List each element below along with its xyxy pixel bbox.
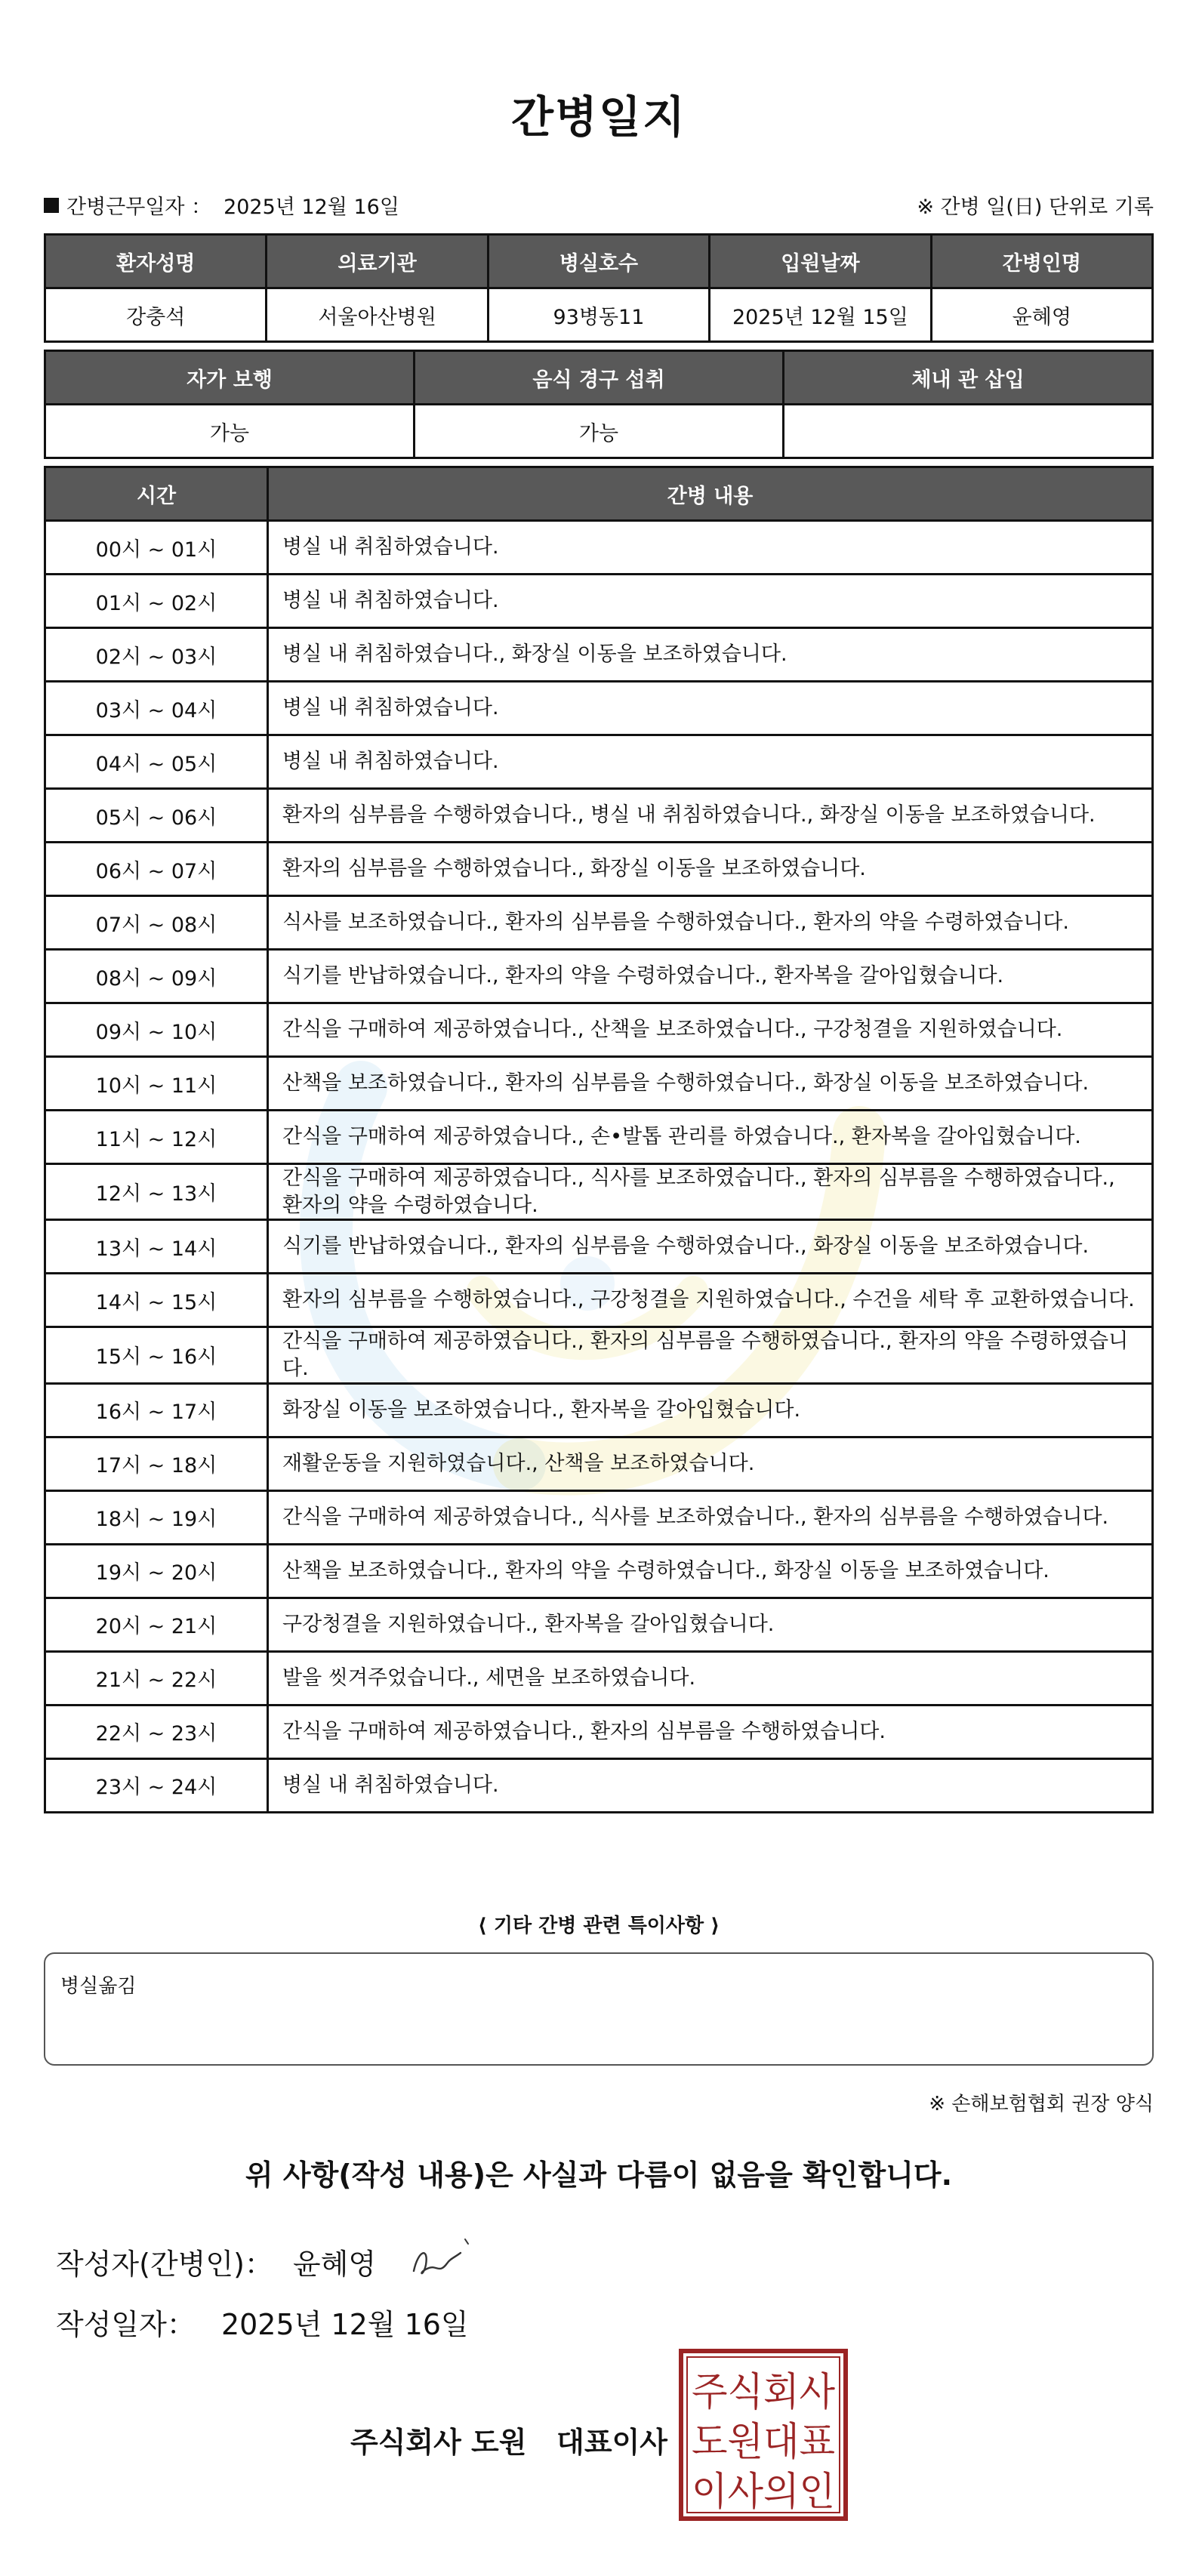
company-representative: 주식회사 도원 대표이사 [350, 2426, 667, 2459]
svg-text:도원대표: 도원대표 [692, 2420, 835, 2465]
care-log-content: 화장실 이동을 보조하였습니다., 환자복을 갈아입혔습니다. [268, 1383, 1153, 1437]
header-oral-intake: 음식 경구 섭취 [415, 351, 784, 405]
written-date-label: 작성일자： [56, 2308, 196, 2341]
care-log-time: 16시 ~ 17시 [45, 1383, 268, 1437]
care-log-time: 22시 ~ 23시 [45, 1705, 268, 1758]
care-log-row [45, 521, 1153, 575]
care-log-header-row [45, 467, 1153, 521]
care-log-time: 10시 ~ 11시 [45, 1057, 268, 1111]
care-log-row [45, 1164, 1153, 1220]
care-log-content: 병실 내 취침하였습니다. [268, 682, 1153, 735]
care-log-row [45, 1057, 1153, 1111]
patient-info-header-row [45, 235, 1153, 288]
square-bullet-icon [44, 198, 59, 213]
care-log-time: 04시 ~ 05시 [45, 735, 268, 789]
confirmation-statement: 위 사항(작성 내용)은 사실과 다름이 없음을 확인합니다. [245, 2158, 953, 2192]
work-date-value: 2025년 12월 16일 [223, 196, 399, 219]
care-log-time: 07시 ~ 08시 [45, 896, 268, 950]
care-log-time: 09시 ~ 10시 [45, 1003, 268, 1057]
care-log-time: 01시 ~ 02시 [45, 575, 268, 628]
header-hospital: 의료기관 [267, 235, 488, 288]
care-log-content: 간식을 구매하여 제공하였습니다., 식사를 보조하였습니다., 환자의 심부름을 수행하였습니다., 환자의 약을 수령하였습니다. [268, 1164, 1153, 1220]
care-log-content: 병실 내 취침하였습니다. [268, 521, 1153, 575]
care-log-body [45, 521, 1153, 1813]
care-log-row [45, 1111, 1153, 1164]
care-log-content: 구강청결을 지원하였습니다., 환자복을 갈아입혔습니다. [268, 1598, 1153, 1651]
care-log-row [45, 1383, 1153, 1437]
header-time: 시간 [45, 467, 268, 521]
care-log-row [45, 682, 1153, 735]
care-log-content: 병실 내 취침하였습니다., 화장실 이동을 보조하였습니다. [268, 628, 1153, 682]
care-log-time: 19시 ~ 20시 [45, 1544, 268, 1598]
care-log-time: 14시 ~ 15시 [45, 1274, 268, 1327]
writer-row [56, 2235, 470, 2288]
care-log-row [45, 1490, 1153, 1544]
care-log-content: 환자의 심부름을 수행하였습니다., 화장실 이동을 보조하였습니다. [268, 843, 1153, 896]
care-log-time: 02시 ~ 03시 [45, 628, 268, 682]
page-title: 간병일지 [510, 91, 687, 143]
care-log-row [45, 843, 1153, 896]
admission-date: 2025년 12월 15일 [710, 288, 931, 342]
status-value-row [45, 405, 1153, 458]
work-date-label: 간병근무일자 ： [66, 196, 212, 219]
patient-name: 강충석 [45, 288, 267, 342]
care-log-row [45, 735, 1153, 789]
care-log-row [45, 950, 1153, 1003]
care-log-row [45, 1437, 1153, 1490]
care-log-time: 21시 ~ 22시 [45, 1651, 268, 1705]
care-log-row [45, 1544, 1153, 1598]
written-date-row [56, 2301, 469, 2343]
signature-icon [406, 2235, 470, 2288]
caregiver-name: 윤혜영 [931, 288, 1152, 342]
care-log-time: 05시 ~ 06시 [45, 789, 268, 843]
care-log-time: 03시 ~ 04시 [45, 682, 268, 735]
header-admission-date: 입원날짜 [710, 235, 931, 288]
patient-status-table [44, 350, 1154, 459]
header-tube-insertion: 체내 관 삽입 [784, 351, 1153, 405]
care-log-table [44, 466, 1154, 1813]
care-log-content: 환자의 심부름을 수행하였습니다., 병실 내 취침하였습니다., 화장실 이동을 보조하였습니다. [268, 789, 1153, 843]
special-notes-text: 병실옮김 [60, 1975, 137, 1998]
care-log-content: 산책을 보조하였습니다., 환자의 심부름을 수행하였습니다., 화장실 이동을 보조하였습니다. [268, 1057, 1153, 1111]
care-log-content: 재활운동을 지원하였습니다., 산책을 보조하였습니다. [268, 1437, 1153, 1490]
care-log-time: 08시 ~ 09시 [45, 950, 268, 1003]
meta-row [44, 190, 1154, 220]
oral-intake-status: 가능 [415, 405, 784, 458]
walking-status: 가능 [45, 405, 415, 458]
care-log-row [45, 628, 1153, 682]
care-log-time: 12시 ~ 13시 [45, 1164, 268, 1220]
status-header-row [45, 351, 1153, 405]
header-caregiver: 간병인명 [931, 235, 1152, 288]
care-log-time: 23시 ~ 24시 [45, 1758, 268, 1812]
care-log-row [45, 1220, 1153, 1274]
room-number: 93병동11 [488, 288, 709, 342]
care-log-content: 병실 내 취침하였습니다. [268, 735, 1153, 789]
care-log-content: 식사를 보조하였습니다., 환자의 심부름을 수행하였습니다., 환자의 약을 수령하였습니다. [268, 896, 1153, 950]
care-log-row [45, 1705, 1153, 1758]
care-log-content: 병실 내 취침하였습니다. [268, 1758, 1153, 1812]
special-notes-title: ⟨ 기타 간병 관련 특이사항 ⟩ [477, 1915, 720, 1937]
tube-insertion-status [784, 405, 1153, 458]
care-log-time: 18시 ~ 19시 [45, 1490, 268, 1544]
care-log-row [45, 1651, 1153, 1705]
care-log-content: 간식을 구매하여 제공하였습니다., 손•발톱 관리를 하였습니다., 환자복을 갈아입혔습니다. [268, 1111, 1153, 1164]
care-log-time: 20시 ~ 21시 [45, 1598, 268, 1651]
care-log-content: 간식을 구매하여 제공하였습니다., 산책을 보조하였습니다., 구강청결을 지원하였습니다. [268, 1003, 1153, 1057]
writer-name: 윤혜영 [292, 2247, 377, 2281]
care-log-content: 발을 씻겨주었습니다., 세면을 보조하였습니다. [268, 1651, 1153, 1705]
patient-info-table [44, 233, 1154, 343]
care-log-row [45, 1758, 1153, 1812]
care-log-row [45, 789, 1153, 843]
care-log-time: 15시 ~ 16시 [45, 1327, 268, 1383]
header-walking: 자가 보행 [45, 351, 415, 405]
care-log-content: 산책을 보조하였습니다., 환자의 약을 수령하였습니다., 화장실 이동을 보조하였습니다. [268, 1544, 1153, 1598]
record-note: ※ 간병 일(日) 단위로 기록 [917, 196, 1154, 219]
care-log-content: 환자의 심부름을 수행하였습니다., 구강청결을 지원하였습니다., 수건을 세탁 후 교환하였습니다. [268, 1274, 1153, 1327]
svg-text:주식회사: 주식회사 [692, 2370, 835, 2415]
hospital: 서울아산병원 [267, 288, 488, 342]
company-seal-icon [678, 2348, 849, 2522]
care-log-time: 13시 ~ 14시 [45, 1220, 268, 1274]
special-notes-box [44, 1952, 1154, 2066]
care-log-time: 11시 ~ 12시 [45, 1111, 268, 1164]
care-log-content: 간식을 구매하여 제공하였습니다., 환자의 심부름을 수행하였습니다., 환자의 약을 수령하였습니다. [268, 1327, 1153, 1383]
care-log-content: 간식을 구매하여 제공하였습니다., 식사를 보조하였습니다., 환자의 심부름을 수행하였습니다. [268, 1490, 1153, 1544]
care-log-row [45, 575, 1153, 628]
care-log-row [45, 1327, 1153, 1383]
writer-label: 작성자(간병인)： [56, 2247, 273, 2281]
written-date-value: 2025년 12월 16일 [220, 2308, 469, 2341]
care-log-content: 식기를 반납하였습니다., 환자의 심부름을 수행하였습니다., 화장실 이동을 보조하였습니다. [268, 1220, 1153, 1274]
care-log-time: 00시 ~ 01시 [45, 521, 268, 575]
patient-info-value-row [45, 288, 1153, 342]
care-log-content: 식기를 반납하였습니다., 환자의 약을 수령하였습니다., 환자복을 갈아입혔습니다. [268, 950, 1153, 1003]
svg-text:이사의인: 이사의인 [692, 2470, 835, 2515]
care-log-row [45, 1598, 1153, 1651]
care-log-content: 간식을 구매하여 제공하였습니다., 환자의 심부름을 수행하였습니다. [268, 1705, 1153, 1758]
work-date [44, 190, 399, 220]
care-log-content: 병실 내 취침하였습니다. [268, 575, 1153, 628]
header-room: 병실호수 [488, 235, 709, 288]
care-log-time: 17시 ~ 18시 [45, 1437, 268, 1490]
care-log-row [45, 896, 1153, 950]
header-care-content: 간병 내용 [268, 467, 1153, 521]
care-log-row [45, 1003, 1153, 1057]
care-log-row [45, 1274, 1153, 1327]
care-log-time: 06시 ~ 07시 [45, 843, 268, 896]
recommended-form-note: ※ 손해보험협회 권장 양식 [929, 2093, 1154, 2115]
header-patient-name: 환자성명 [45, 235, 267, 288]
